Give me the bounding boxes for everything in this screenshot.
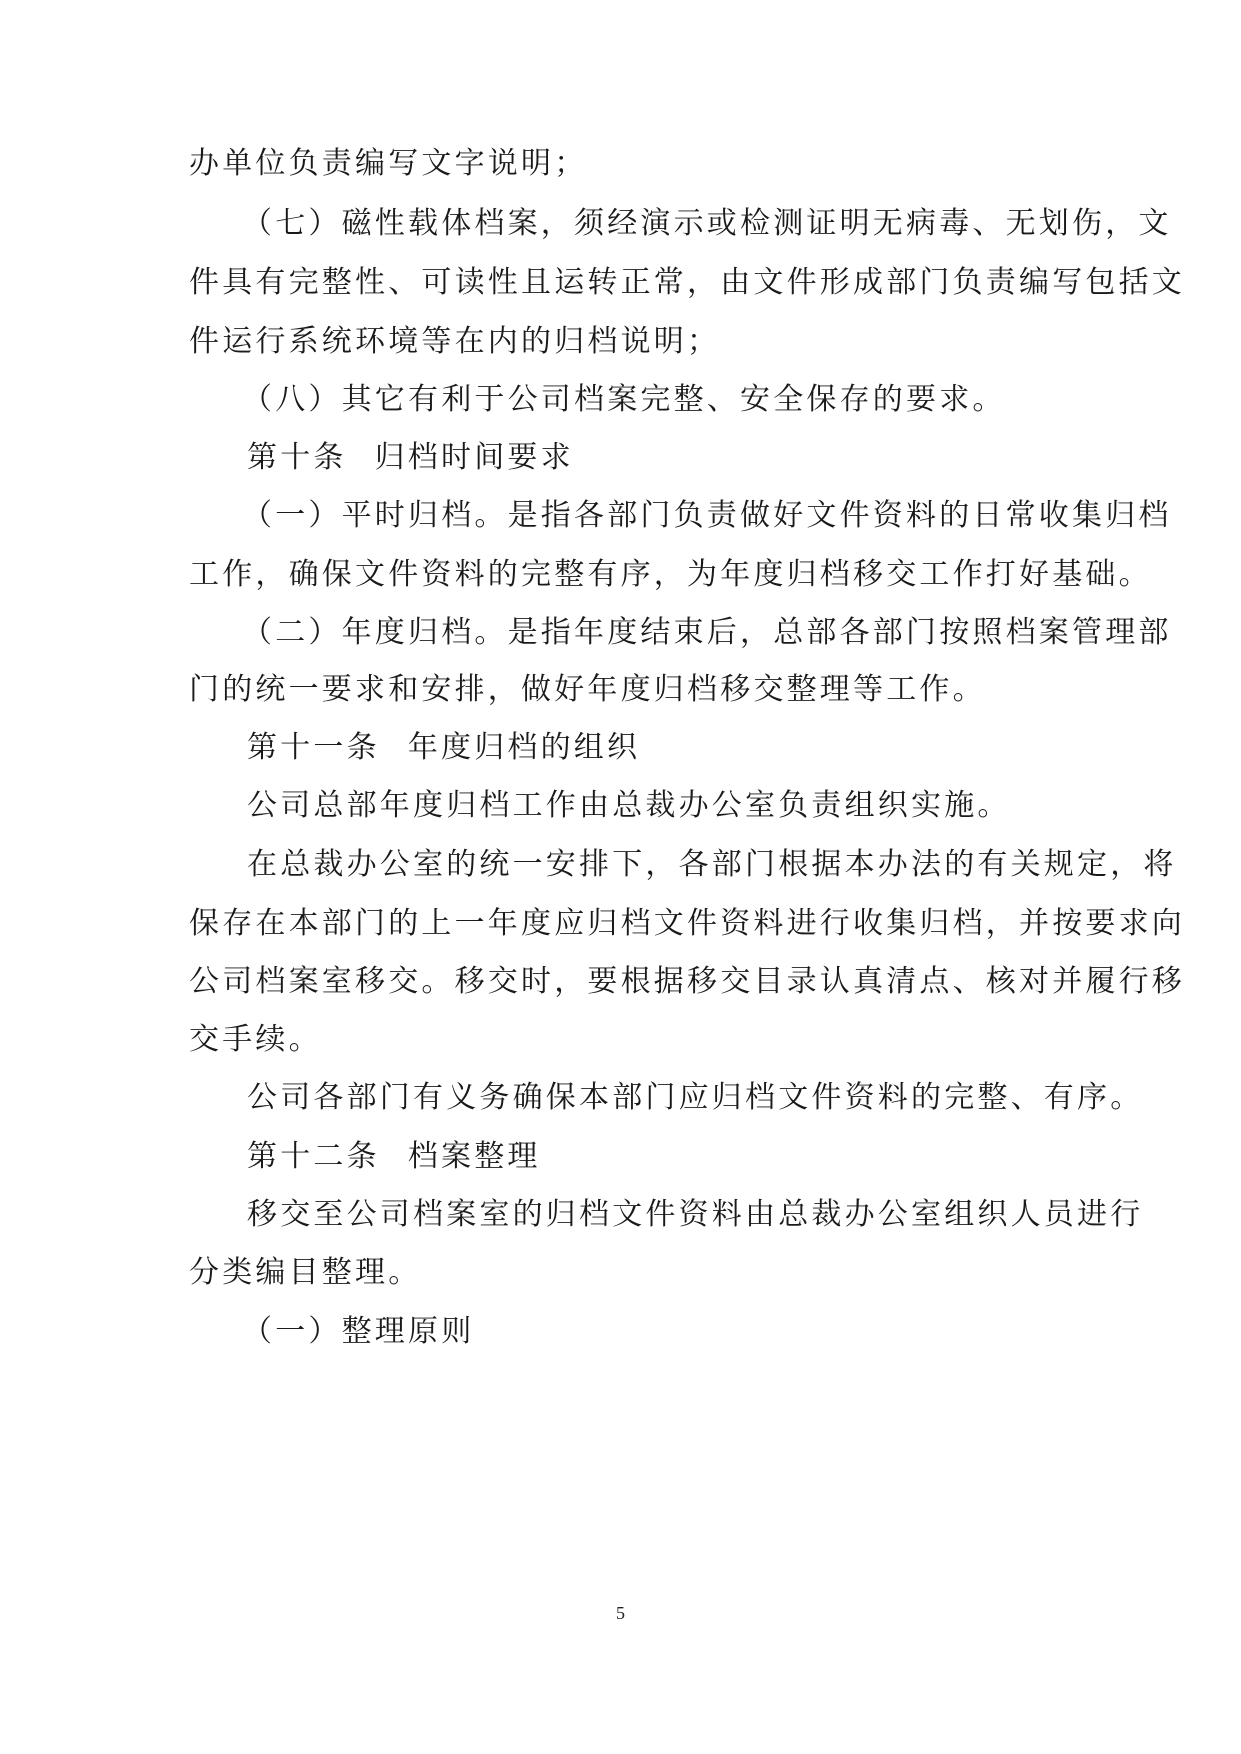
text-line: 办单位负责编写文字说明； (189, 146, 588, 181)
paragraph-obligation: 公司各部门有义务确保本部门应归档文件资料的完整、有序。 (247, 1080, 1144, 1115)
clause-2-annual-line-2: 门的统一要求和安排，做好年度归档移交整理等工作。 (189, 672, 986, 707)
paragraph-transfer-line-3: 公司档案室移交。移交时，要根据移交目录认真清点、核对并履行移 (189, 964, 1185, 999)
clause-7-line-2: 件具有完整性、可读性且运转正常，由文件形成部门负责编写包括文 (189, 265, 1185, 300)
article-10-heading (247, 438, 574, 478)
article-12-heading (247, 1137, 541, 1177)
clause-1-regular-line-2: 工作，确保文件资料的完整有序，为年度归档移交工作打好基础。 (189, 557, 1152, 592)
article-11-heading (247, 728, 640, 768)
article-11-title: 年度归档的组织 (407, 730, 641, 765)
article-12-number: 第十二条 (247, 1139, 380, 1174)
clause-8: （八）其它有利于公司档案完整、安全保存的要求。 (242, 382, 1006, 417)
article-12-title: 档案整理 (407, 1139, 541, 1174)
paragraph-transfer-line-4: 交手续。 (189, 1022, 322, 1057)
article-10-title: 归档时间要求 (374, 440, 574, 475)
clause-1-regular-line-1: （一）平时归档。是指各部门负责做好文件资料的日常收集归档 (242, 498, 1172, 533)
paragraph-transfer-line-2: 保存在本部门的上一年度应归档文件资料进行收集归档，并按要求向 (189, 906, 1185, 941)
clause-7-line-3: 件运行系统环境等在内的归档说明； (189, 324, 721, 359)
clause-2-annual-line-1: （二）年度归档。是指年度结束后，总部各部门按照档案管理部 (242, 615, 1172, 650)
paragraph-annual-org: 公司总部年度归档工作由总裁办公室负责组织实施。 (247, 788, 1011, 823)
paragraph-organize-line-1: 移交至公司档案室的归档文件资料由总裁办公室组织人员进行 (247, 1197, 1144, 1232)
paragraph-organize-line-2: 分类编目整理。 (189, 1255, 422, 1290)
page-number: 5 (616, 1603, 625, 1623)
article-11-number: 第十一条 (247, 730, 380, 765)
article-10-number: 第十条 (247, 440, 347, 475)
clause-7-line-1: （七）磁性载体档案，须经演示或检测证明无病毒、无划伤，文 (242, 206, 1172, 241)
paragraph-transfer-line-1: 在总裁办公室的统一安排下，各部门根据本办法的有关规定，将 (247, 847, 1177, 882)
clause-1-principle: （一）整理原则 (242, 1314, 475, 1349)
